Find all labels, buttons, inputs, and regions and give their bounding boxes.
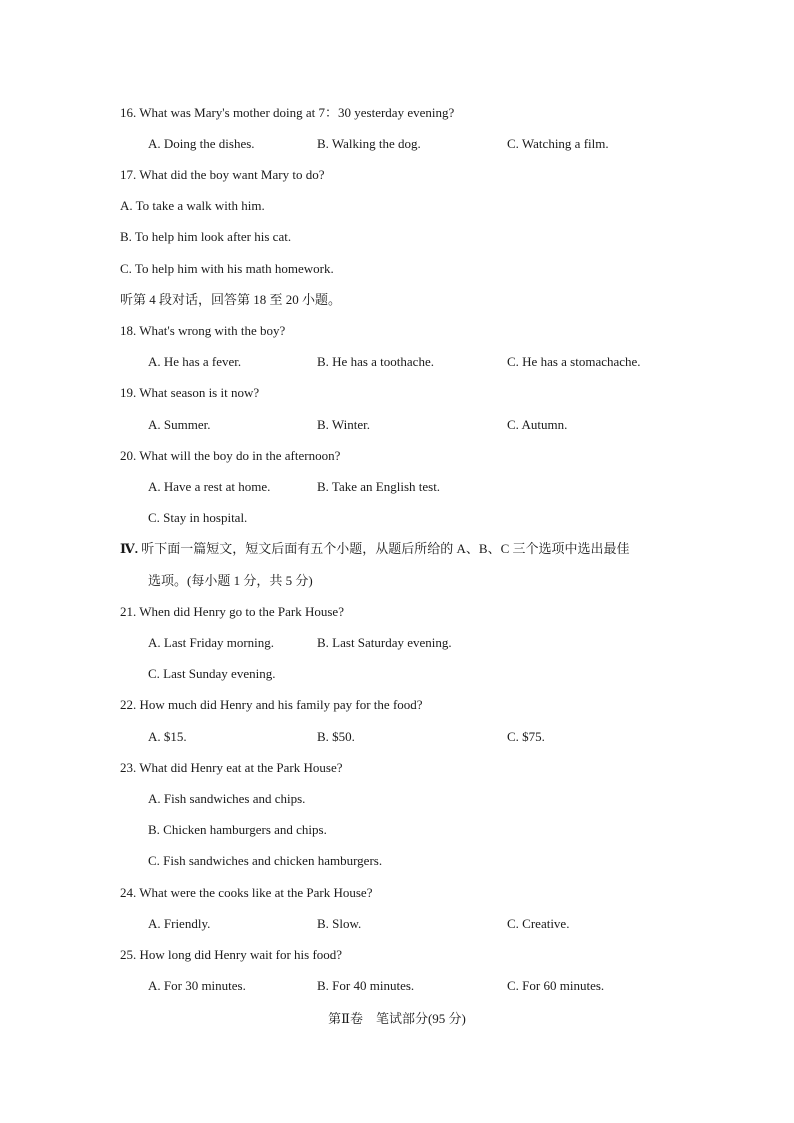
q19-option-b: B. Winter.: [317, 417, 371, 432]
q24-option-a: A. Friendly.: [148, 916, 211, 931]
q21-option-c: C. Last Sunday evening.: [148, 666, 276, 681]
part-4-instruction-line1: 听下面一篇短文，短文后面有五个小题，从题后所给的 A、B、C 三个选项中选出最佳: [141, 541, 630, 556]
question-20: 20. What will the boy do in the afternoon?: [120, 448, 341, 463]
q24-option-c: C. Creative.: [507, 916, 570, 931]
q17-option-b: B. To help him look after his cat.: [120, 229, 292, 244]
q23-option-c: C. Fish sandwiches and chicken hamburgers.: [148, 853, 383, 868]
q19-option-c: C. Autumn.: [507, 417, 568, 432]
q20-option-b: B. Take an English test.: [317, 479, 441, 494]
q25-option-b: B. For 40 minutes.: [317, 978, 415, 993]
q22-option-a: A. $15.: [148, 729, 187, 744]
q20-option-c: C. Stay in hospital.: [148, 510, 248, 525]
question-23: 23. What did Henry eat at the Park House?: [120, 760, 343, 775]
q21-option-a: A. Last Friday morning.: [148, 635, 275, 650]
question-17: 17. What did the boy want Mary to do?: [120, 167, 325, 182]
q22-option-b: B. $50.: [317, 729, 355, 744]
question-24: 24. What were the cooks like at the Park House?: [120, 885, 373, 900]
question-19: 19. What season is it now?: [120, 385, 260, 400]
part-4-numeral: Ⅳ.: [120, 541, 139, 556]
section-2-heading: 第Ⅱ卷 笔试部分(95 分): [328, 1011, 466, 1026]
q18-option-c: C. He has a stomachache.: [507, 354, 641, 369]
question-21: 21. When did Henry go to the Park House?: [120, 604, 344, 619]
q19-option-a: A. Summer.: [148, 417, 211, 432]
q16-option-a: A. Doing the dishes.: [148, 136, 255, 151]
q16-option-b: B. Walking the dog.: [317, 136, 421, 151]
part-4-instruction-line2: 选项。(每小题 1 分，共 5 分): [148, 573, 313, 588]
q18-option-b: B. He has a toothache.: [317, 354, 434, 369]
question-25: 25. How long did Henry wait for his food?: [120, 947, 343, 962]
section-4-instruction: 听第 4 段对话，回答第 18 至 20 小题。: [120, 292, 342, 307]
q25-option-c: C. For 60 minutes.: [507, 978, 605, 993]
q17-option-c: C. To help him with his math homework.: [120, 261, 334, 276]
q23-option-b: B. Chicken hamburgers and chips.: [148, 822, 327, 837]
q25-option-a: A. For 30 minutes.: [148, 978, 246, 993]
q18-option-a: A. He has a fever.: [148, 354, 242, 369]
q17-option-a: A. To take a walk with him.: [120, 198, 265, 213]
q24-option-b: B. Slow.: [317, 916, 362, 931]
question-16: 16. What was Mary's mother doing at 7：30 yesterday evening?: [120, 105, 455, 120]
question-22: 22. How much did Henry and his family pay for the food?: [120, 697, 423, 712]
q21-option-b: B. Last Saturday evening.: [317, 635, 452, 650]
question-18: 18. What's wrong with the boy?: [120, 323, 286, 338]
q22-option-c: C. $75.: [507, 729, 545, 744]
part-4-heading: [120, 541, 630, 557]
q16-option-c: C. Watching a film.: [507, 136, 609, 151]
q20-option-a: A. Have a rest at home.: [148, 479, 271, 494]
q23-option-a: A. Fish sandwiches and chips.: [148, 791, 306, 806]
